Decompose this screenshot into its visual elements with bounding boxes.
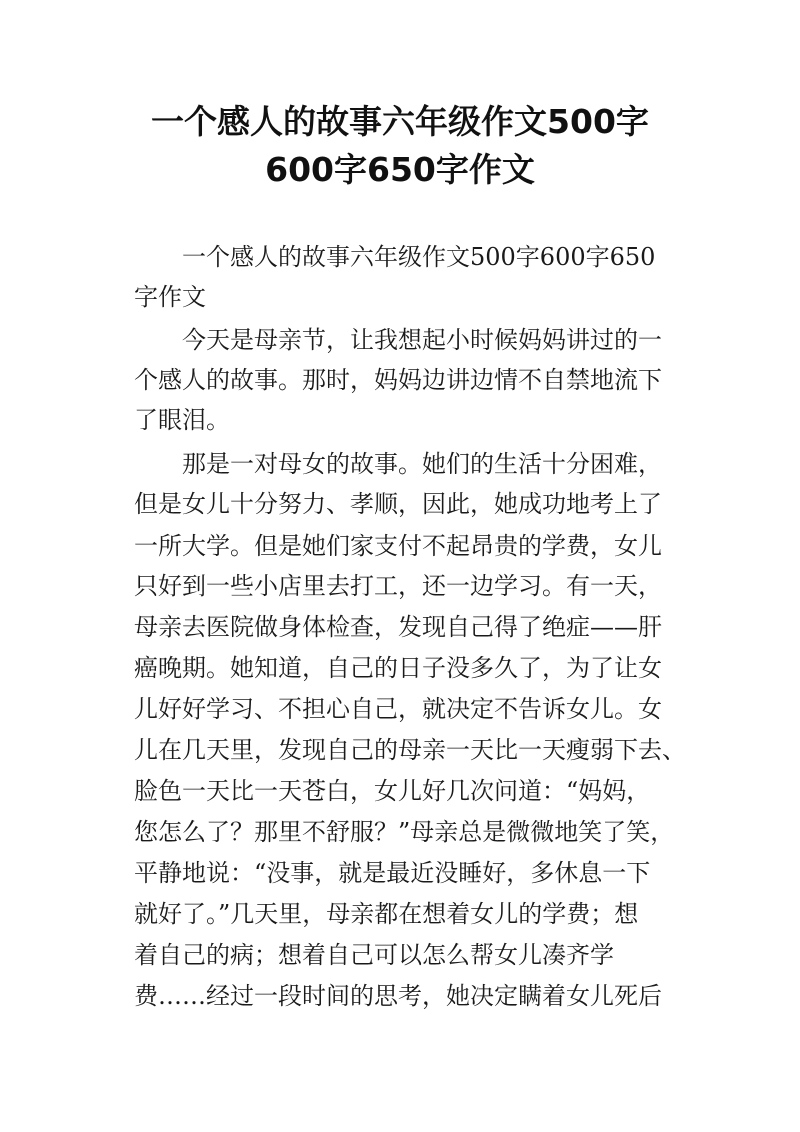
body-line: 但是女儿十分努力、孝顺，因此，她成功地考上了: [134, 490, 662, 518]
body-line: 就好了。”几天里，母亲都在想着女儿的学费；想: [134, 900, 639, 928]
body-line: 费……经过一段时间的思考，她决定瞒着女儿死后: [134, 982, 662, 1010]
body-line: 着自己的病；想着自己可以怎么帮女儿凑齐学: [134, 941, 614, 969]
body-line: 癌晚期。她知道，自己的日子没多久了，为了让女: [134, 654, 662, 682]
body-line: 一所大学。但是她们家支付不起昂贵的学费，女儿: [134, 532, 662, 560]
body-line: 平静地说：“没事，就是最近没睡好，多休息一下: [134, 859, 651, 887]
document-title: [0, 98, 800, 194]
body-line: 儿好好学习、不担心自己，就决定不告诉女儿。女: [134, 695, 662, 723]
body-line: 一个感人的故事六年级作文500字600字650: [182, 243, 656, 271]
body-line: 那是一对母女的故事。她们的生活十分困难，: [182, 450, 662, 478]
body-line: 母亲去医院做身体检查，发现自己得了绝症——肝: [134, 613, 662, 641]
body-line: 了眼泪。: [134, 406, 230, 434]
body-line: 儿在几天里，发现自己的母亲一天比一天瘦弱下去、: [134, 736, 686, 764]
title-line-2: 600字650字作文: [265, 150, 535, 189]
body-line: 您怎么了？那里不舒服？”母亲总是微微地笑了笑，: [134, 818, 675, 846]
body-line: 只好到一些小店里去打工，还一边学习。有一天，: [134, 572, 662, 600]
body-line: 脸色一天比一天苍白，女儿好几次问道：“妈妈，: [134, 777, 651, 805]
title-line-1: 一个感人的故事六年级作文500字: [151, 102, 649, 141]
body-line: 个感人的故事。那时，妈妈边讲边情不自禁地流下: [134, 366, 662, 394]
body-line: 今天是母亲节，让我想起小时候妈妈讲过的一: [182, 326, 662, 354]
body-line: 字作文: [134, 283, 206, 311]
